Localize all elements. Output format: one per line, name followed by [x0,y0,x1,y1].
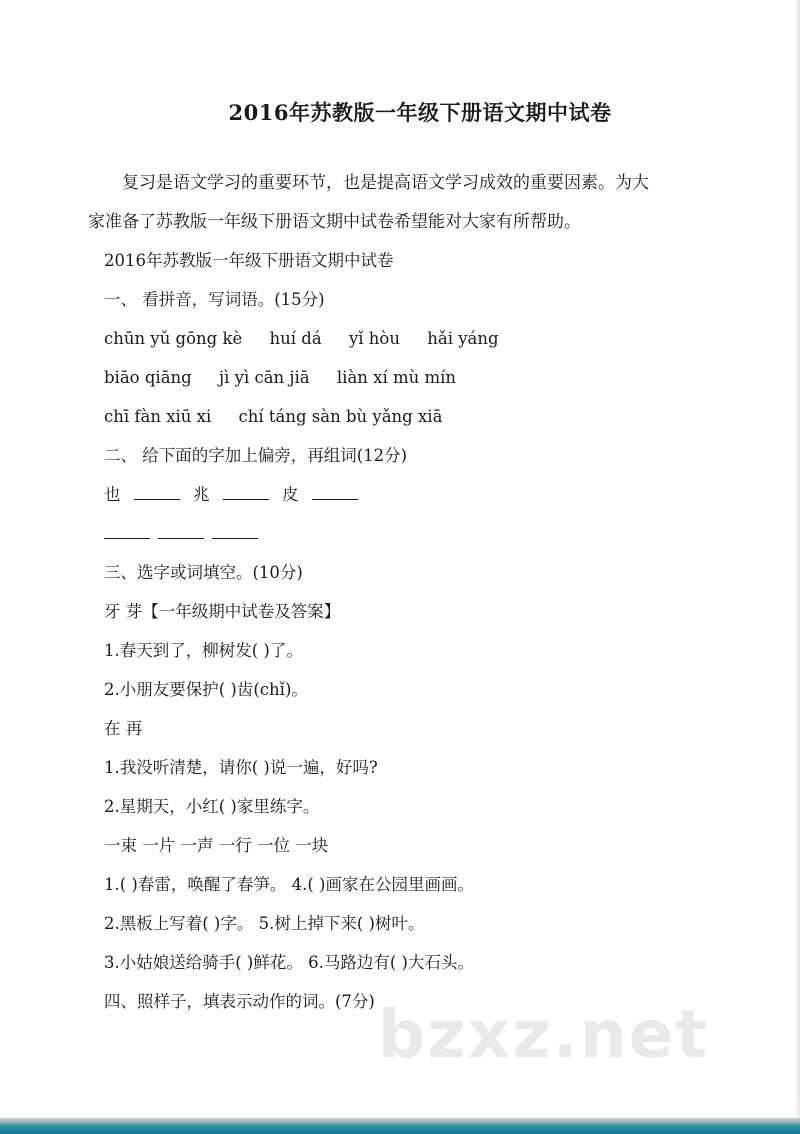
base-character: 皮 [282,485,299,504]
intro-paragraph-line-1: 复习是语文学习的重要环节，也是提高语文学习成效的重要因素。为大 [122,173,649,193]
answer-blank [158,524,204,539]
pinyin-word: chí táng sàn bù yǎng xiā [238,407,443,426]
pinyin-row-3 [104,407,464,427]
pinyin-word: chī fàn xiū xi [104,407,212,426]
question-text: 1.( )春雷，唤醒了春笋。 4.( )画家在公园里画画。 [104,875,474,894]
answer-blank [134,485,180,500]
section-1-heading: 一、 看拼音，写词语。(15分) [104,290,325,309]
answer-blank [312,485,358,500]
pinyin-word: liàn xí mù mín [336,368,457,387]
pinyin-word: hǎi yáng [427,329,499,348]
answer-blank [223,485,269,500]
answer-blank [212,524,258,539]
choice-group-3-label: 一束 一片 一声 一行 一位 一块 [104,836,329,855]
section-4-heading: 四、照样子，填表示动作的词。(7分) [104,992,375,1011]
question-text: 2.小朋友要保护( )齿(chǐ)。 [104,680,308,699]
base-character: 兆 [193,485,210,504]
page-edge-shadow [794,0,800,1118]
pinyin-word: jì yì cān jiā [218,368,310,387]
question-text: 3.小姑娘送给骑手( )鲜花。 6.马路边有( )大石头。 [104,953,474,972]
question-text: 1.春天到了，柳树发( )了。 [104,641,303,660]
pinyin-word: huí dá [269,329,322,348]
radical-fill-row [104,485,366,505]
word-blank-row [104,524,266,544]
question-text: 2.星期天，小红( )家里练字。 [104,797,320,816]
document-title: 2016年苏教版一年级下册语文期中试卷 [228,100,612,125]
watermark: bzxz.net [378,996,710,1073]
answer-blank [104,524,150,539]
pinyin-row-1 [104,329,521,349]
question-text: 2.黑板上写着( )字。 5.树上掉下来( )树叶。 [104,914,425,933]
question-text: 1.我没听清楚，请你( )说一遍，好吗? [104,758,378,777]
pinyin-word: biāo qiāng [104,368,192,387]
pinyin-word: chūn yǔ gōng kè [104,329,243,348]
choice-group-1-label: 牙 芽【一年级期中试卷及答案】 [104,602,341,621]
exam-subtitle: 2016年苏教版一年级下册语文期中试卷 [104,251,394,270]
base-character: 也 [104,485,121,504]
pinyin-word: yǐ hòu [348,329,400,348]
section-3-heading: 三、选字或词填空。(10分) [104,563,303,582]
section-2-heading: 二、 给下面的字加上偏旁，再组词(12分) [104,446,408,465]
choice-group-2-label: 在 再 [104,719,143,738]
pinyin-row-2 [104,368,478,388]
intro-paragraph-line-2: 家准备了苏教版一年级下册语文期中试卷希望能对大家有所帮助。 [88,212,581,232]
viewer-bottom-bar [0,1118,800,1134]
